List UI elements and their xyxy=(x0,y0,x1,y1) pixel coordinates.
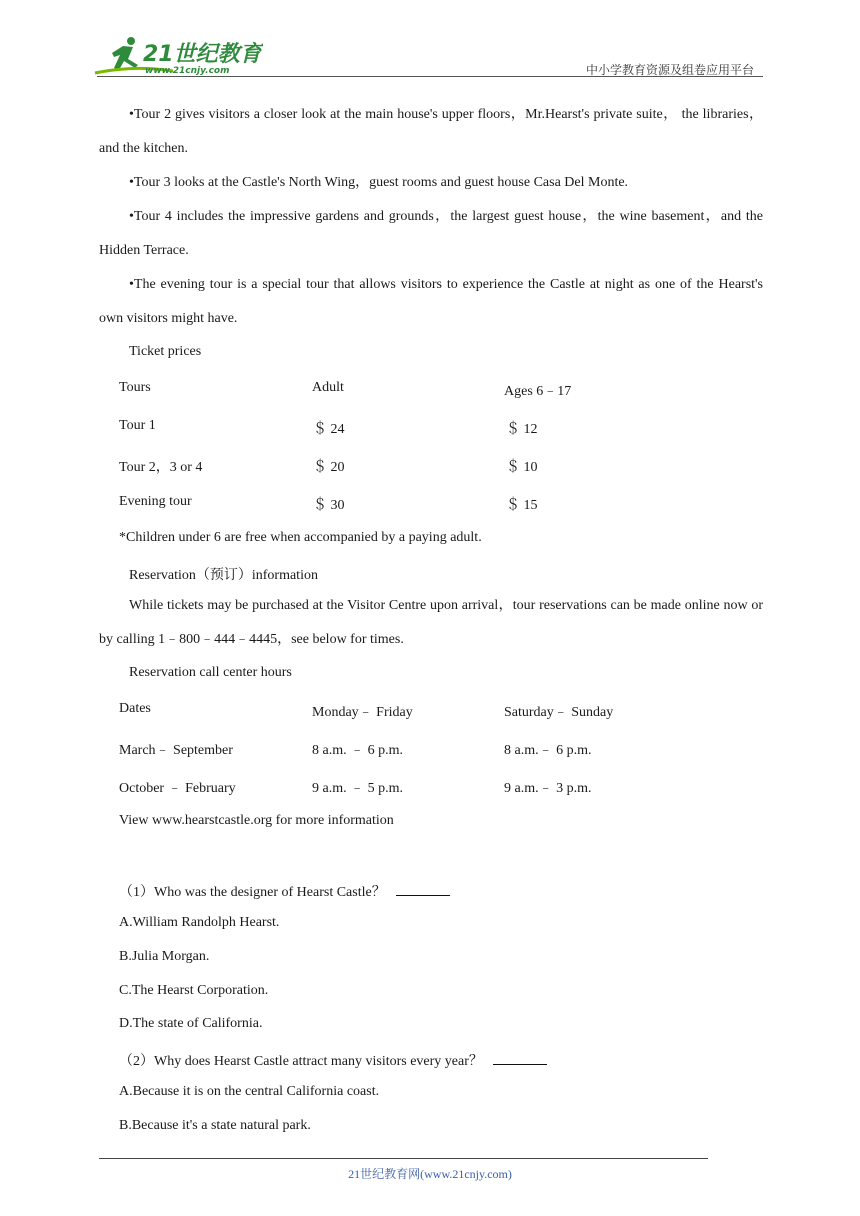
reservation-heading: Reservation（预订）information xyxy=(129,568,318,583)
evening-tour-paragraph: •The evening tour is a special tour that allows visitors to experience the Castle at night as one of the Hearst's own visitors might have. xyxy=(99,277,763,326)
hours-row-dates: March﹣ September xyxy=(119,743,233,758)
hours-row-weekday: 8 a.m. ﹣ 6 p.m. xyxy=(312,743,403,758)
hours-header-dates: Dates xyxy=(119,701,151,716)
question-1-stem xyxy=(119,881,450,901)
header-platform-text: 中小学教育资源及组卷应用平台 xyxy=(585,63,754,77)
ticket-row-adult-price: ＄ 30 xyxy=(313,498,345,513)
question-1-option-d: D.The state of California. xyxy=(119,1016,263,1031)
footer-divider xyxy=(99,1158,708,1159)
question-2-option-b: B.Because it's a state natural park. xyxy=(119,1118,311,1133)
question-1-option-c: C.The Hearst Corporation. xyxy=(119,983,269,998)
tour2-paragraph: •Tour 2 gives visitors a closer look at the main house's upper floors，Mr.Hearst's private suite， the libraries，and the kitchen. xyxy=(99,107,763,156)
ticket-row-child-price: ＄ 10 xyxy=(506,460,538,475)
hours-header-weekday: Monday﹣ Friday xyxy=(312,705,413,720)
ticket-row-tour: Tour 1 xyxy=(119,418,156,433)
reservation-paragraph: While tickets may be purchased at the Visitor Centre upon arrival，tour reservations can be made online now or by calling 1﹣800﹣444﹣4445，see below for times. xyxy=(99,598,763,647)
hours-header-weekend: Saturday﹣ Sunday xyxy=(504,705,614,720)
hours-row-dates: October ﹣ February xyxy=(119,781,236,796)
hours-row-weekday: 9 a.m. ﹣ 5 p.m. xyxy=(312,781,403,796)
svg-text:www.21cnjy.com: www.21cnjy.com xyxy=(145,66,230,76)
svg-text:21世纪教育: 21世纪教育 xyxy=(143,42,262,67)
ticket-row-adult-price: ＄ 20 xyxy=(313,460,345,475)
question-2-option-a: A.Because it is on the central California coast. xyxy=(119,1084,380,1099)
ticket-prices-heading: Ticket prices xyxy=(129,344,202,359)
children-note: *Children under 6 are free when accompanied by a paying adult. xyxy=(119,530,482,545)
ticket-header-ages: Ages 6﹣17 xyxy=(504,384,572,399)
ticket-row-child-price: ＄ 12 xyxy=(506,422,538,437)
hours-row-weekend: 8 a.m.﹣ 6 p.m. xyxy=(504,743,592,758)
question-stem-text: （2）Why does Hearst Castle attract many visitors every year？ xyxy=(119,1054,483,1069)
ticket-row-child-price: ＄ 15 xyxy=(506,498,538,513)
header-divider xyxy=(97,76,763,77)
question-2-stem xyxy=(119,1050,547,1070)
question-1-option-b: B.Julia Morgan. xyxy=(119,949,210,964)
ticket-row-tour: Evening tour xyxy=(119,494,192,509)
ticket-row-adult-price: ＄ 24 xyxy=(313,422,345,437)
more-info-line: View www.hearstcastle.org for more information xyxy=(119,813,394,828)
ticket-row-tour: Tour 2，3 or 4 xyxy=(119,460,203,475)
answer-blank[interactable] xyxy=(493,1050,547,1065)
ticket-header-tours: Tours xyxy=(119,380,151,395)
hours-row-weekend: 9 a.m.﹣ 3 p.m. xyxy=(504,781,592,796)
tour3-paragraph: •Tour 3 looks at the Castle's North Wing，guest rooms and guest house Casa Del Monte. xyxy=(129,175,629,190)
footer-site-text: 21世纪教育网(www.21cnjy.com) xyxy=(348,1167,512,1181)
ticket-header-adult: Adult xyxy=(312,380,344,395)
question-1-option-a: A.William Randolph Hearst. xyxy=(119,915,280,930)
call-center-heading: Reservation call center hours xyxy=(129,665,292,680)
site-logo xyxy=(93,35,263,79)
tour4-paragraph: •Tour 4 includes the impressive gardens and grounds，the largest guest house，the wine basement，and the Hidden Terrace. xyxy=(99,209,763,258)
answer-blank[interactable] xyxy=(396,881,450,896)
question-stem-text: （1）Who was the designer of Hearst Castle？ xyxy=(119,885,386,900)
